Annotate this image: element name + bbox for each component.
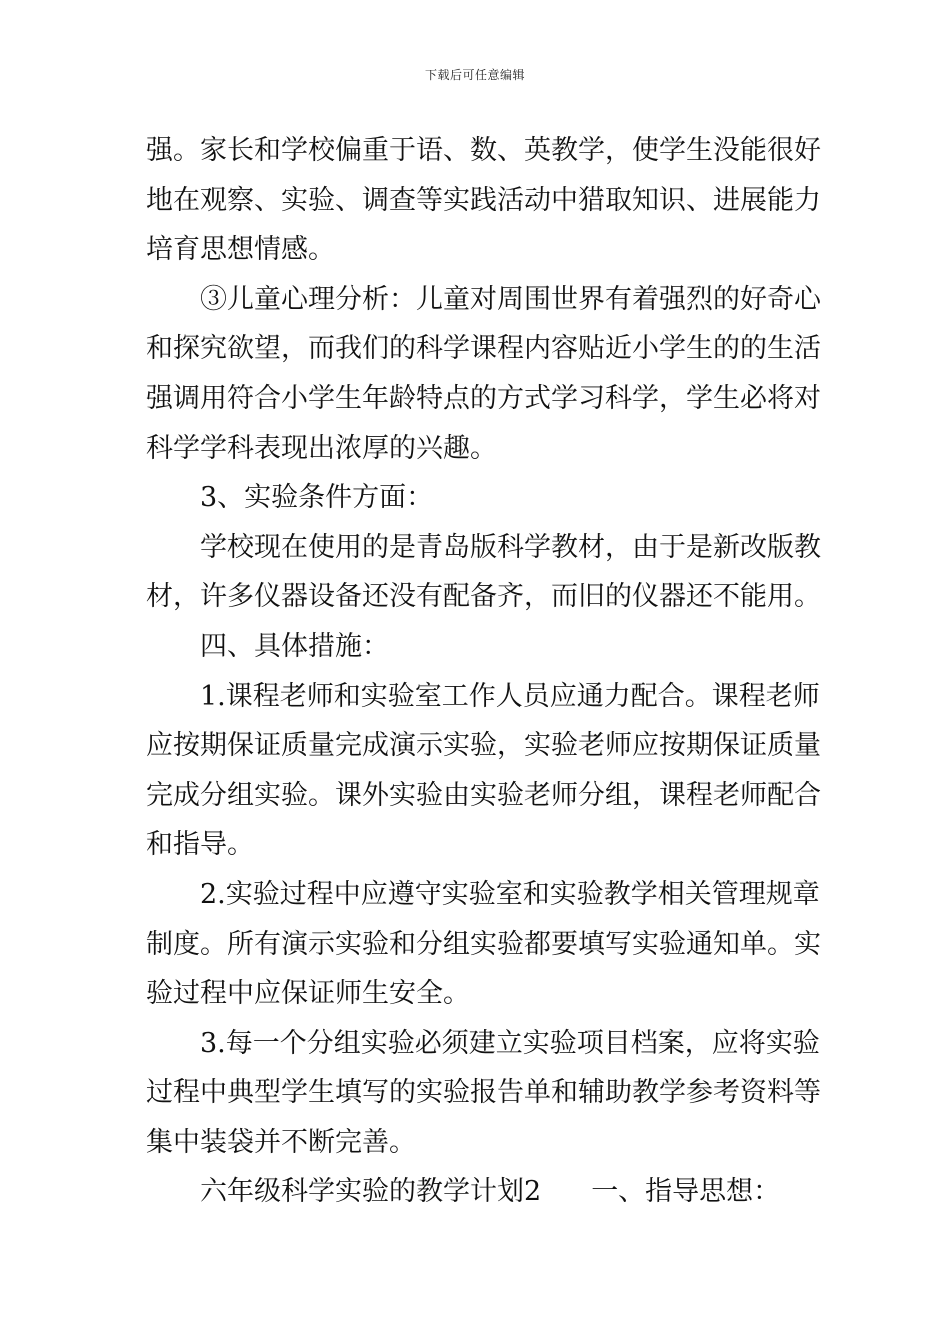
section-heading-line: [146, 1167, 816, 1217]
body-text: [146, 126, 821, 1217]
text-line: ③儿童心理分析：儿童对周围世界有着强烈的好奇心: [200, 283, 821, 315]
text-line: 制度。所有演示实验和分组实验都要填写实验通知单。实: [146, 928, 821, 960]
text-line: 验过程中应保证师生安全。: [146, 978, 470, 1010]
text-line: 应按期保证质量完成演示实验，实验老师应按期保证质量: [146, 730, 821, 762]
text-line: 学校现在使用的是青岛版科学教材，由于是新改版教: [200, 531, 821, 563]
text-line: 和探究欲望，而我们的科学课程内容贴近小学生的的生活: [146, 333, 821, 365]
text-line: 科学学科表现出浓厚的兴趣。: [146, 432, 497, 464]
text-line: 材，许多仪器设备还没有配备齐，而旧的仪器还不能用。: [146, 581, 821, 613]
section-heading: 一、指导思想：: [591, 1176, 781, 1208]
text-line: 地在观察、实验、调查等实践活动中猎取知识、进展能力: [146, 184, 821, 216]
text-line: 2.实验过程中应遵守实验室和实验教学相关管理规章: [200, 878, 820, 910]
text-line: 1.课程老师和实验室工作人员应通力配合。课程老师: [200, 680, 820, 712]
text-line: 完成分组实验。课外实验由实验老师分组，课程老师配合: [146, 779, 821, 811]
text-line: 过程中典型学生填写的实验报告单和辅助教学参考资料等: [146, 1077, 821, 1109]
text-line: 四、具体措施：: [200, 630, 389, 662]
page-header: 下载后可任意编辑: [424, 68, 525, 82]
text-line: 强调用符合小学生年龄特点的方式学习科学，学生必将对: [146, 382, 821, 414]
text-line: 培育思想情感。: [146, 234, 335, 266]
text-line: 3.每一个分组实验必须建立实验项目档案，应将实验: [200, 1027, 820, 1059]
text-line: 3、实验条件方面：: [200, 482, 434, 514]
text-line: 和指导。: [146, 829, 254, 861]
text-line: 强。家长和学校偏重于语、数、英教学，使学生没能很好: [146, 135, 821, 166]
plan-title: 六年级科学实验的教学计划2: [200, 1176, 542, 1208]
text-line: 集中装袋并不断完善。: [146, 1126, 416, 1158]
